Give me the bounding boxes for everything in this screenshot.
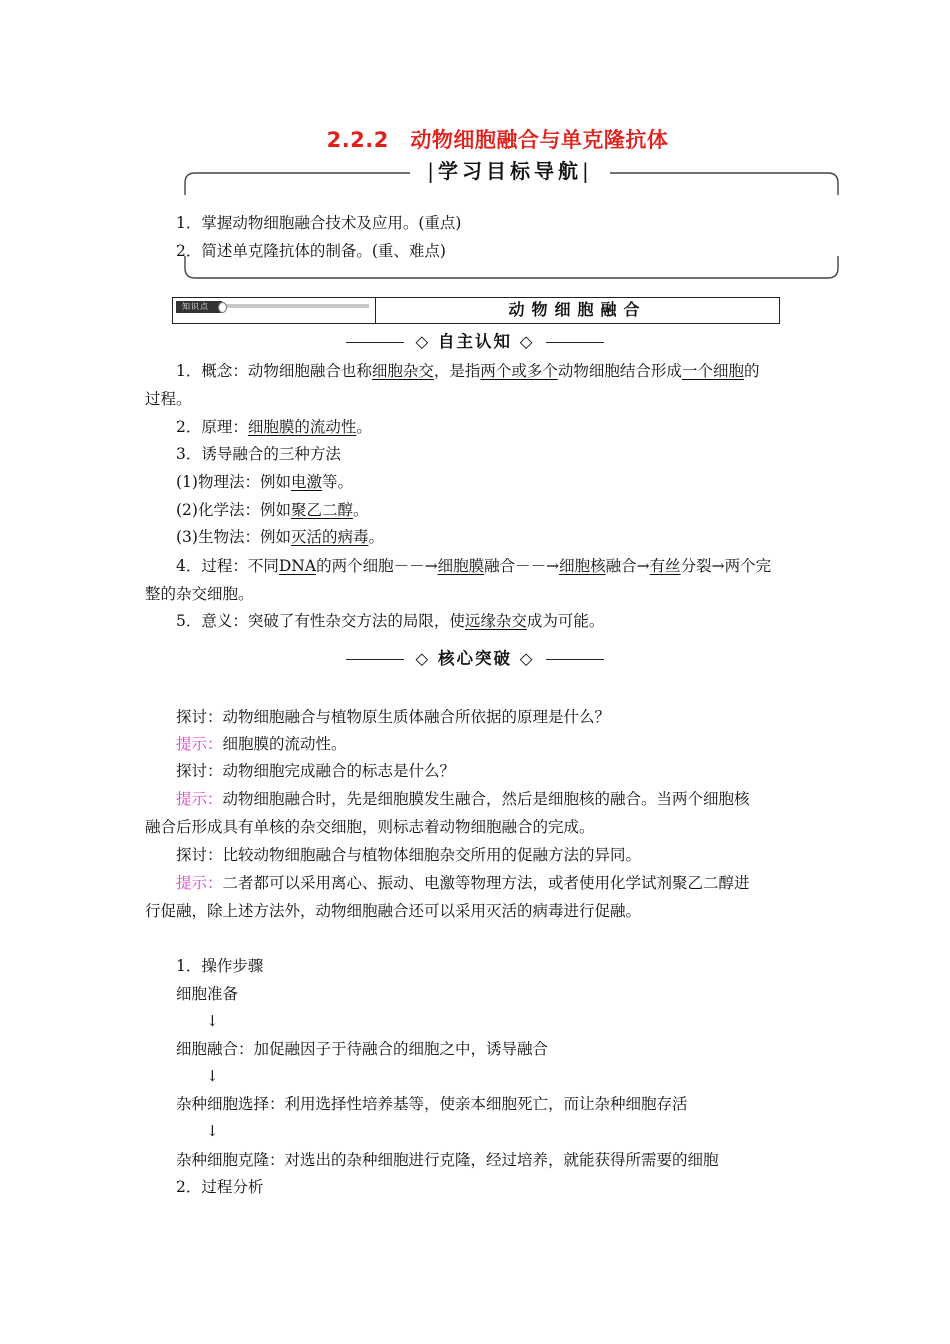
down-arrow-icon: ↓ [206,1012,219,1030]
method-chemical: (2)化学法：例如聚乙二醇。 [176,501,369,519]
process-line-cont: 整的杂交细胞。 [145,585,254,603]
divider [546,659,604,660]
question-2: 探讨：动物细胞完成融合的标志是什么？ [176,762,456,780]
divider [546,342,604,343]
hint-label: 提示： [176,874,223,892]
section-heading-self-study [0,328,950,352]
diamond-icon: ◇ [519,332,535,351]
section-label: 核心突破 [438,649,512,668]
answer-2-cont: 融合后形成具有单核的杂交细胞，则标志着动物细胞融合的完成。 [145,818,595,836]
answer-blank: 细胞杂交 [371,362,434,380]
step-2: 细胞融合：加促融因子于待融合的细胞之中，诱导融合 [176,1040,549,1058]
knowledge-point-badge [176,301,222,313]
answer-blank: 聚乙二醇 [290,501,353,519]
divider [346,342,404,343]
answer-3: 提示：二者都可以采用离心、振动、电激等物理方法，或者使用化学试剂聚乙二醇进 [176,874,750,892]
badge-text: 知识点 [182,302,209,311]
concept-line: 1．概念：动物细胞融合也称细胞杂交，是指两个或多个动物细胞结合形成一个细胞的 [176,362,760,380]
method-physical: (1)物理法：例如电激等。 [176,473,353,491]
concept-line-cont: 过程。 [145,390,192,408]
badge-bar [223,304,369,308]
answer-blank: 远缘杂交 [464,612,527,630]
hint-label: 提示： [176,735,223,753]
answer-blank: 细胞膜 [437,557,485,575]
knowledge-point-bar [172,297,780,324]
down-arrow-icon: ↓ [206,1122,219,1140]
answer-blank: 细胞膜的流动性 [247,418,357,436]
answer-blank: DNA [278,557,317,575]
down-arrow-icon: ↓ [206,1067,219,1085]
diamond-icon: ◇ [415,332,431,351]
goals-label: |学习目标导航| [410,156,610,186]
page-title: 2.2.2 动物细胞融合与单克隆抗体 [326,128,669,152]
goal-item-1: 1．掌握动物细胞融合技术及应用。(重点) [176,214,462,232]
question-1: 探讨：动物细胞融合与植物原生质体融合所依据的原理是什么？ [176,708,611,726]
answer-blank: 两个或多个 [480,362,558,380]
steps-heading: 1．操作步骤 [176,957,264,975]
answer-1: 提示：细胞膜的流动性。 [176,735,347,753]
answer-blank: 电激 [290,473,322,491]
principle-line: 2．原理：细胞膜的流动性。 [176,418,372,436]
answer-blank: 有丝 [649,557,681,575]
answer-2: 提示：动物细胞融合时，先是细胞膜发生融合，然后是细胞核的融合。当两个细胞核 [176,790,750,808]
section-label: 自主认知 [438,332,512,351]
answer-blank: 一个细胞 [681,362,744,380]
methods-heading: 3．诱导融合的三种方法 [176,445,341,463]
step-1: 细胞准备 [176,985,239,1003]
answer-blank: 细胞核 [559,557,606,575]
method-biological: (3)生物法：例如灭活的病毒。 [176,528,384,546]
knowledge-point-badge-area [173,298,376,323]
question-3: 探讨：比较动物细胞融合与植物体细胞杂交所用的促融方法的异同。 [176,846,642,864]
analysis-heading: 2．过程分析 [176,1178,264,1196]
significance-line: 5．意义：突破了有性杂交方法的局限，使远缘杂交成为可能。 [176,612,605,630]
knowledge-point-title: 动物细胞融合 [508,300,647,319]
step-3: 杂种细胞选择：利用选择性培养基等，使亲本细胞死亡，而让杂种细胞存活 [176,1095,688,1113]
diamond-icon: ◇ [519,649,535,668]
goal-item-2: 2．简述单克隆抗体的制备。(重、难点) [176,242,446,260]
badge-circle-icon [218,302,227,313]
diamond-icon: ◇ [415,649,431,668]
divider [346,659,404,660]
goals-label-text: 学习目标导航 [438,159,582,183]
step-4: 杂种细胞克隆：对选出的杂种细胞进行克隆，经过培养，就能获得所需要的细胞 [176,1151,719,1169]
section-heading-core [0,645,950,669]
hint-label: 提示： [176,790,223,808]
answer-blank: 灭活的病毒 [290,528,369,546]
answer-3-cont: 行促融，除上述方法外，动物细胞融合还可以采用灭活的病毒进行促融。 [145,902,642,920]
process-line: 4．过程：不同DNA的两个细胞－－→细胞膜融合－－→细胞核融合→有丝分裂→两个完 [176,557,772,575]
